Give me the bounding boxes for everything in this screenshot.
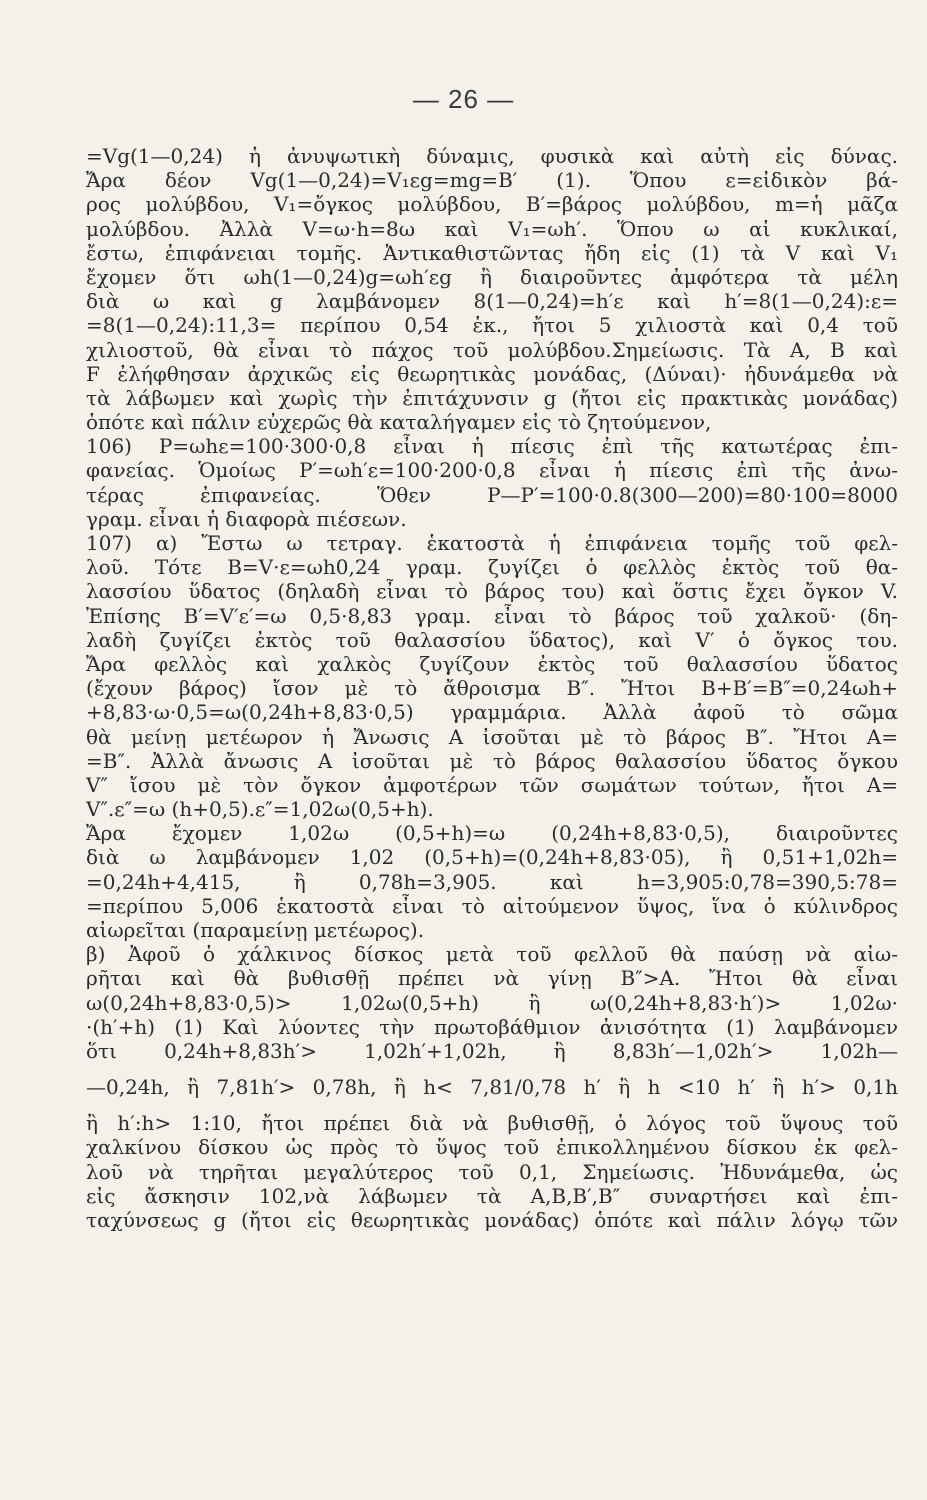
text-line: διὰ ω λαμβάνομεν 1,02 (0,5+h)=(0,24h+8,83·05), ἢ 0,51+1,02h=: [86, 845, 898, 870]
text-line: ἔχομεν ὅτι ωh(1—0,24)g=ωh′εg ἢ διαιροῦντες ἀμφότερα τὰ μέλη: [86, 264, 898, 289]
text-line: ρος μολύβδου, V₁=ὄγκος μολύβδου, B′=βάρος μολύβδου, m=ἡ μᾶζα: [86, 192, 898, 217]
text-line: 106) P=ωhε=100·300·0,8 εἶναι ἡ πίεσις ἐπὶ τῆς κατωτέρας ἐπι-: [86, 434, 898, 459]
text-line: Ἄρα φελλὸς καὶ χαλκὸς ζυγίζουν ἐκτὸς τοῦ θαλασσίου ὕδατος: [86, 651, 898, 676]
text-line: V″ ἴσου μὲ τὸν ὄγκον ἀμφοτέρων τῶν σωμάτων τούτων, ἤτοι A=: [86, 772, 898, 797]
text-line: λοῦ. Τότε B=V·ε=ωh0,24 γραμ. ζυγίζει ὁ φελλὸς ἐκτὸς τοῦ θα-: [86, 555, 898, 580]
text-line: (ἔχουν βάρος) ἴσον μὲ τὸ ἄθροισμα B″. Ἤτοι B+B′=B″=0,24ωh+: [86, 676, 898, 701]
text-line: ω(0,24h+8,83·0,5)> 1,02ω(0,5+h) ἢ ω(0,24h+8,83·h′)> 1,02ω·: [86, 990, 898, 1015]
text-line: Ἄρα δέον Vg(1—0,24)=V₁εg=mg=B′ (1). Ὅπου ε=εἰδικὸν βά-: [86, 168, 898, 193]
text-line: τέρας ἐπιφανείας. Ὅθεν P—P′=100·0.8(300—200)=80·100=8000: [86, 482, 898, 507]
text-line: Ἄρα ἔχομεν 1,02ω (0,5+h)=ω (0,24h+8,83·0,5), διαιροῦντες: [86, 821, 898, 846]
text-line: =B″. Ἀλλὰ ἄνωσις A ἰσοῦται μὲ τὸ βάρος θαλασσίου ὕδατος ὄγκου: [86, 748, 898, 773]
text-line: λοῦ νὰ τηρῆται μεγαλύτερος τοῦ 0,1, Σημείωσις. Ἠδυνάμεθα, ὡς: [86, 1159, 898, 1184]
text-line: ἔστω, ἐπιφάνειαι τομῆς. Ἀντικαθιστῶντας ἤδη εἰς (1) τὰ V καὶ V₁: [86, 240, 898, 265]
text-line: λαδὴ ζυγίζει ἐκτὸς τοῦ θαλασσίου ὕδατος), καὶ V′ ὁ ὄγκος του.: [86, 627, 898, 652]
text-line: F ἐλήφθησαν ἀρχικῶς εἰς θεωρητικὰς μονάδας, (Δύναι)· ἠδυνάμεθα νὰ: [86, 361, 898, 386]
text-line: ὅτι 0,24h+8,83h′> 1,02h′+1,02h, ἢ 8,83h′—1,02h′> 1,02h—: [86, 1038, 898, 1063]
text-line: β) Ἀφοῦ ὁ χάλκινος δίσκος μετὰ τοῦ φελλοῦ θὰ παύσῃ νὰ αἰω-: [86, 942, 898, 967]
text-line: χαλκίνου δίσκου ὡς πρὸς τὸ ὕψος τοῦ ἐπικολλημένου δίσκου ἐκ φελ-: [86, 1135, 898, 1160]
text-line: ἢ h′:h> 1:10, ἤτοι πρέπει διὰ νὰ βυθισθῇ, ὁ λόγος τοῦ ὕψους τοῦ: [86, 1111, 898, 1136]
text-line: αἰωρεῖται (παραμείνῃ μετέωρος).: [86, 918, 425, 942]
text-line: —0,24h, ἢ 7,81h′> 0,78h, ἢ h< 7,81/0,78 h′ ἢ h <10 h′ ἢ h′> 0,1h: [86, 1075, 898, 1100]
text-line: 107) α) Ἔστω ω τετραγ. ἑκατοστὰ ἡ ἐπιφάνεια τομῆς τοῦ φελ-: [86, 531, 898, 555]
text-line: +8,83·ω·0,5=ω(0,24h+8,83·0,5) γραμμάρια. Ἀλλὰ ἀφοῦ τὸ σῶμα: [86, 700, 898, 725]
text-line: εἰς ἄσκησιν 102,νὰ λάβωμεν τὰ A,B,B′,B″ συναρτήσει καὶ ἐπι-: [86, 1183, 898, 1208]
text-line: φανείας. Ὁμοίως P′=ωh′ε=100·200·0,8 εἶναι ἡ πίεσις ἐπὶ τῆς ἀνω-: [86, 458, 898, 483]
text-line: ρῆται καὶ θὰ βυθισθῇ πρέπει νὰ γίνῃ B″>A. Ἤτοι θὰ εἶναι: [86, 966, 898, 991]
text-line: ὁπότε καὶ πάλιν εὐχερῶς θὰ καταλήγαμεν εἰς τὸ ζητούμενον,: [86, 410, 712, 435]
text-line: τὰ λάβωμεν καὶ χωρὶς τὴν ἐπιτάχυνσιν g (ἤτοι εἰς πρακτικὰς μονάδας): [86, 385, 898, 410]
text-line: θὰ μείνῃ μετέωρον ἡ Ἄνωσις A ἰσοῦται μὲ τὸ βάρος B″. Ἤτοι A=: [86, 724, 898, 749]
text-line: γραμ. εἶναι ἡ διαφορὰ πιέσεων.: [86, 506, 407, 531]
text-line: =περίπου 5,006 ἑκατοστὰ εἶναι τὸ αἰτούμενον ὕψος, ἵνα ὁ κύλινδρος: [86, 893, 898, 918]
text-line: χιλιοστοῦ, θὰ εἶναι τὸ πάχος τοῦ μολύβδου.Σημείωσις. Τὰ A, B καὶ: [86, 337, 898, 362]
text-line: λασσίου ὕδατος (δηλαδὴ εἶναι τὸ βάρος του) καὶ ὅστις ἔχει ὄγκον V.: [86, 579, 898, 604]
text-line: V″.ε″=ω (h+0,5).ε″=1,02ω(0,5+h).: [86, 797, 434, 822]
page-number: — 26 —: [412, 84, 515, 114]
text-line: μολύβδου. Ἀλλὰ V=ω·h=8ω καὶ V₁=ωh′. Ὅπου ω αἱ κυκλικαί,: [86, 216, 898, 241]
text-line: =8(1—0,24):11,3= περίπου 0,54 ἑκ., ἤτοι 5 χιλιοστὰ καὶ 0,4 τοῦ: [86, 313, 898, 338]
text-line: διὰ ω καὶ g λαμβάνομεν 8(1—0,24)=h′ε καὶ h′=8(1—0,24):ε=: [86, 289, 898, 314]
text-line: =Vg(1—0,24) ἡ ἀνυψωτικὴ δύναμις, φυσικὰ καὶ αὐτὴ εἰς δύνας.: [86, 144, 898, 168]
body-text: [86, 144, 898, 1232]
text-line: ταχύνσεως g (ἤτοι εἰς θεωρητικὰς μονάδας) ὁπότε καὶ πάλιν λόγῳ τῶν: [86, 1207, 898, 1232]
text-line: Ἐπίσης B′=V′ε′=ω 0,5·8,83 γραμ. εἶναι τὸ βάρος τοῦ χαλκοῦ· (δη-: [86, 603, 898, 628]
text-line: ·(h′+h) (1) Καὶ λύοντες τὴν πρωτοβάθμιον ἀνισότητα (1) λαμβάνομεν: [86, 1014, 898, 1039]
text-line: =0,24h+4,415, ἢ 0,78h=3,905. καὶ h=3,905:0,78=390,5:78=: [86, 869, 898, 894]
